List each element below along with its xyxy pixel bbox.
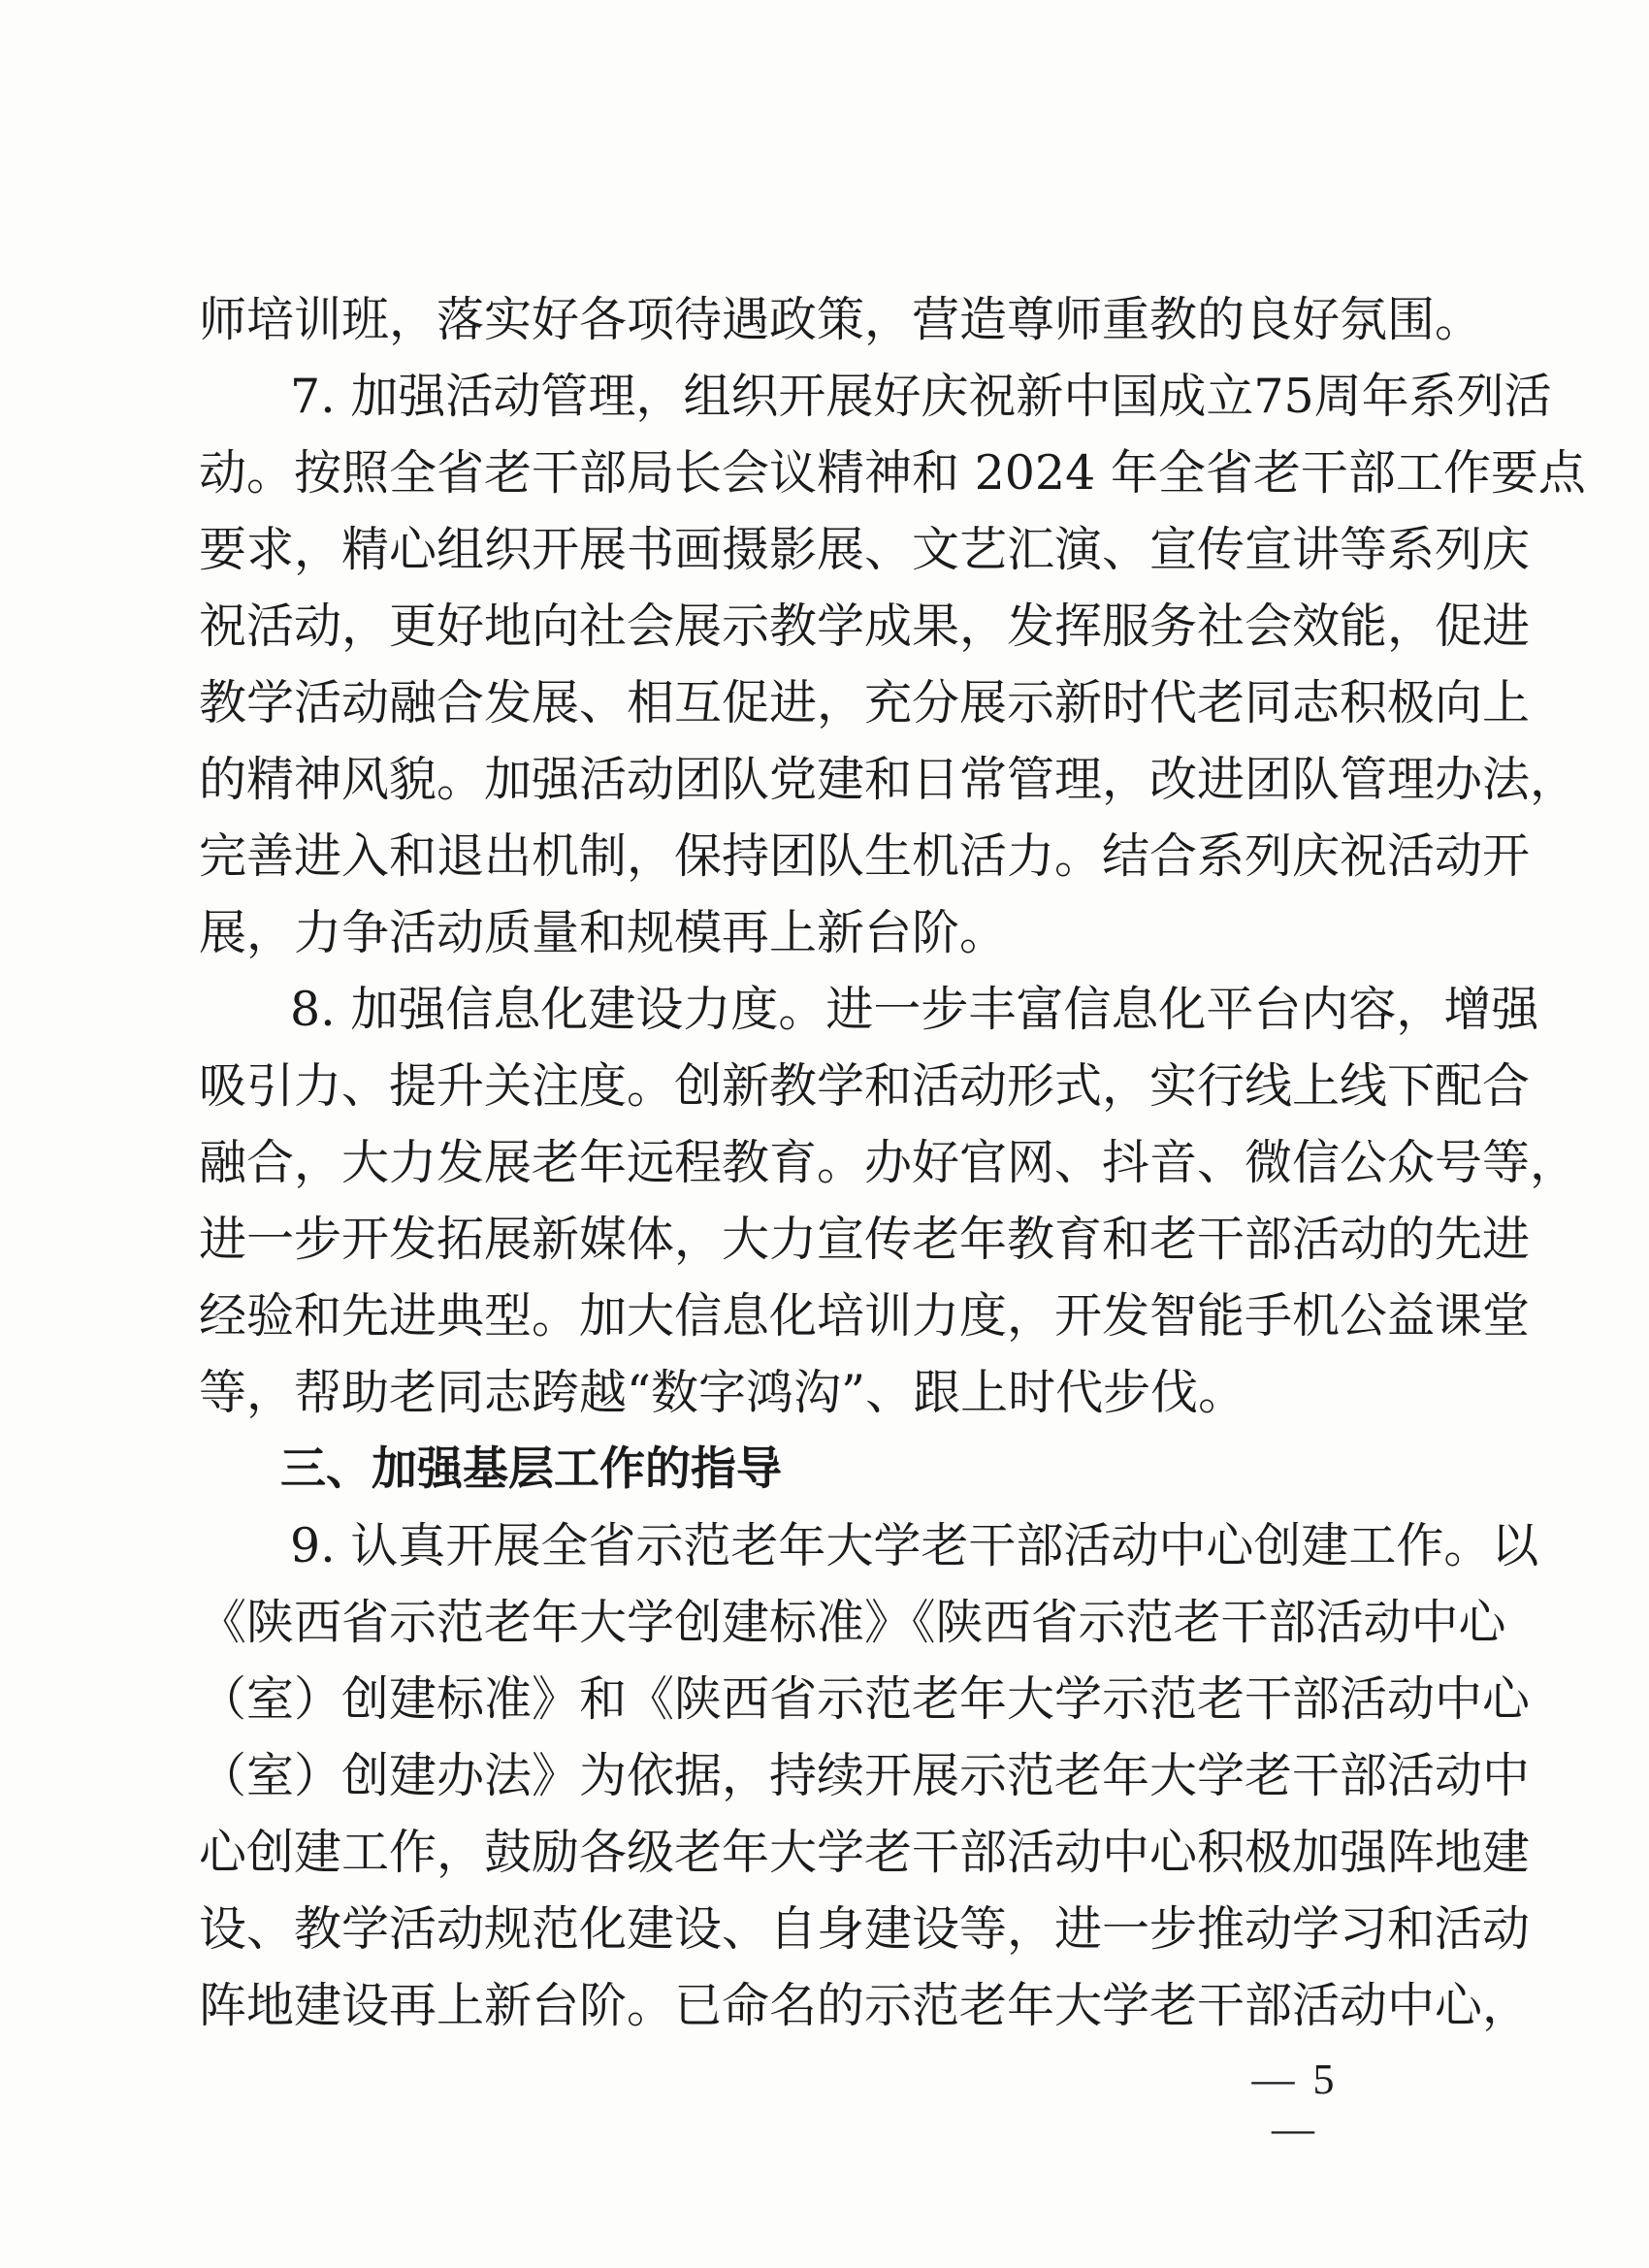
text-line: 设、教学活动规范化建设、自身建设等，进一步推动学习和活动: [199, 1901, 1531, 1957]
text-line: 融合，大力发展老年远程教育。办好官网、抖音、微信公众号等，: [199, 1135, 1578, 1190]
text-line: 心创建工作，鼓励各级老年大学老干部活动中心积极加强阵地建: [199, 1825, 1531, 1880]
document-body: [199, 281, 1586, 2044]
text-line: （室）创建标准》和《陕西省示范老年大学示范老干部活动中心: [199, 1671, 1531, 1727]
text-line: 《陕西省示范老年大学创建标准》《陕西省示范老干部活动中心: [199, 1595, 1506, 1650]
section-9-first-line: 9. 认真开展全省示范老年大学老干部活动中心创建工作。以: [290, 1518, 1539, 1573]
text-line: （室）创建办法》为依据，持续开展示范老年大学老干部活动中: [199, 1748, 1531, 1803]
text-line: 完善进入和退出机制，保持团队生机活力。结合系列庆祝活动开: [199, 828, 1531, 884]
text-line: 展，力争活动质量和规模再上新台阶。: [199, 905, 1008, 960]
text-line: 阵地建设再上新台阶。已命名的示范老年大学老干部活动中心，: [199, 1978, 1531, 2033]
text-line: 经验和先进典型。加大信息化培训力度，开发智能手机公益课堂: [199, 1288, 1531, 1344]
section-8-first-line: 8. 加强信息化建设力度。进一步丰富信息化平台内容，增强: [290, 982, 1539, 1037]
text-line: 师培训班，落实好各项待遇政策，营造尊师重教的良好氛围。: [199, 292, 1483, 347]
section-7-first-line: 7. 加强活动管理，组织开展好庆祝新中国成立75周年系列活: [290, 369, 1552, 424]
text-line: 要求，精心组织开展书画摄影展、文艺汇演、宣传宣讲等系列庆: [199, 522, 1531, 577]
section-heading: 三、加强基层工作的指导: [280, 1442, 782, 1496]
page-number: — 5 —: [1251, 2056, 1339, 2153]
text-line: 祝活动，更好地向社会展示教学成果，发挥服务社会效能，促进: [199, 599, 1531, 654]
text-line: 动。按照全省老干部局长会议精神和 2024 年全省老干部工作要点: [199, 445, 1586, 501]
text-line: 等，帮助老同志跨越“数字鸿沟”、跟上时代步伐。: [199, 1365, 1246, 1420]
text-line: 吸引力、提升关注度。创新教学和活动形式，实行线上线下配合: [199, 1058, 1531, 1114]
text-line: 的精神风貌。加强活动团队党建和日常管理，改进团队管理办法，: [199, 752, 1578, 807]
text-line: 教学活动融合发展、相互促进，充分展示新时代老同志积极向上: [199, 675, 1531, 730]
text-line: 进一步开发拓展新媒体，大力宣传老年教育和老干部活动的先进: [199, 1212, 1531, 1267]
